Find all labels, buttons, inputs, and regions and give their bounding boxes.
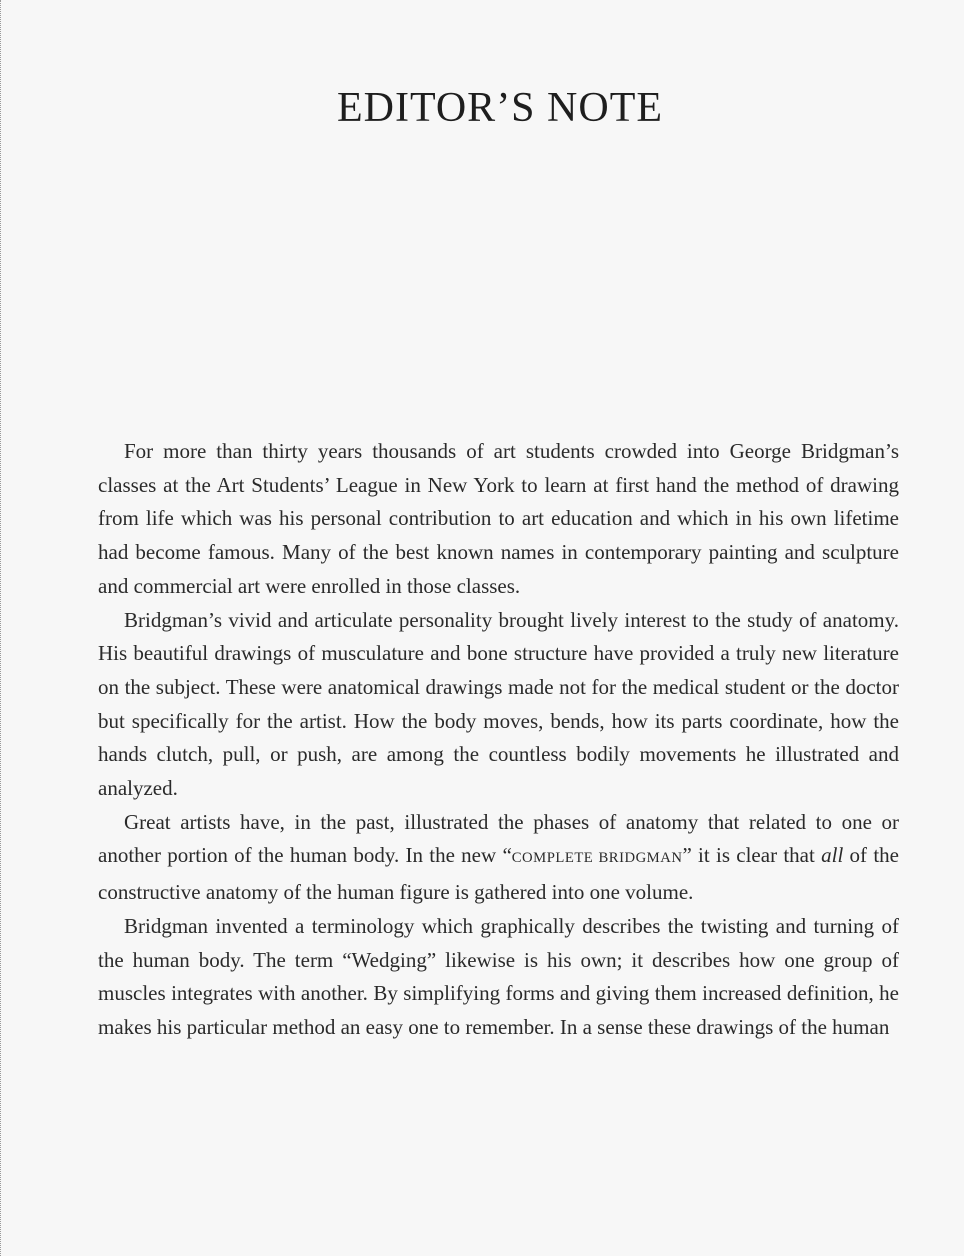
paragraph-2: Bridgman’s vivid and articulate personality brought lively interest to the study of anatomy. His beautiful drawings of musculature and bone structure have provided a truly new literature on the subject. These were anatomical drawings made not for the medical student or the doctor but specifically for the artist. How the body moves, bends, how its parts coordinate, how the hands clutch, pull, or push, are among the countless bodily movements he illustrated and analyzed. (98, 607, 899, 801)
page-gutter-edge (0, 0, 4, 1256)
paragraph-4: Bridgman invented a terminology which graphically describes the twisting and turning of the human body. The term “Wedging” likewise is his own; it describes how one group of muscles integrates with another. By simplifying forms and giving them increased definition, he makes his particular method an easy one to remember. In a sense these drawings of the human (98, 913, 899, 1039)
body-text (98, 435, 899, 1045)
page-title: EDITOR’S NOTE (336, 85, 664, 131)
emphasis-all: all (821, 843, 844, 868)
paragraph-3-part-2: ” it is clear that (682, 843, 822, 868)
paragraph-3-part-3: of the constructive anatomy of the human figure is gathered into one volume. (98, 843, 899, 905)
paragraph-3 (98, 806, 899, 910)
book-title-small-caps: COMPLETE BRIDGMAN (511, 850, 683, 867)
paragraph-3-part-1: Great artists have, in the past, illustrated the phases of anatomy that related to one or another portion of the human body. In the new “ (98, 809, 899, 868)
paragraph-1: For more than thirty years thousands of art students crowded into George Bridgman’s classes at the Art Students’ League in New York to learn at first hand the method of drawing from life which was his personal contribution to art education and which in his own lifetime had become famous. Many of the best known names in contemporary painting and sculpture and commercial art were enrolled in those classes. (98, 439, 899, 598)
